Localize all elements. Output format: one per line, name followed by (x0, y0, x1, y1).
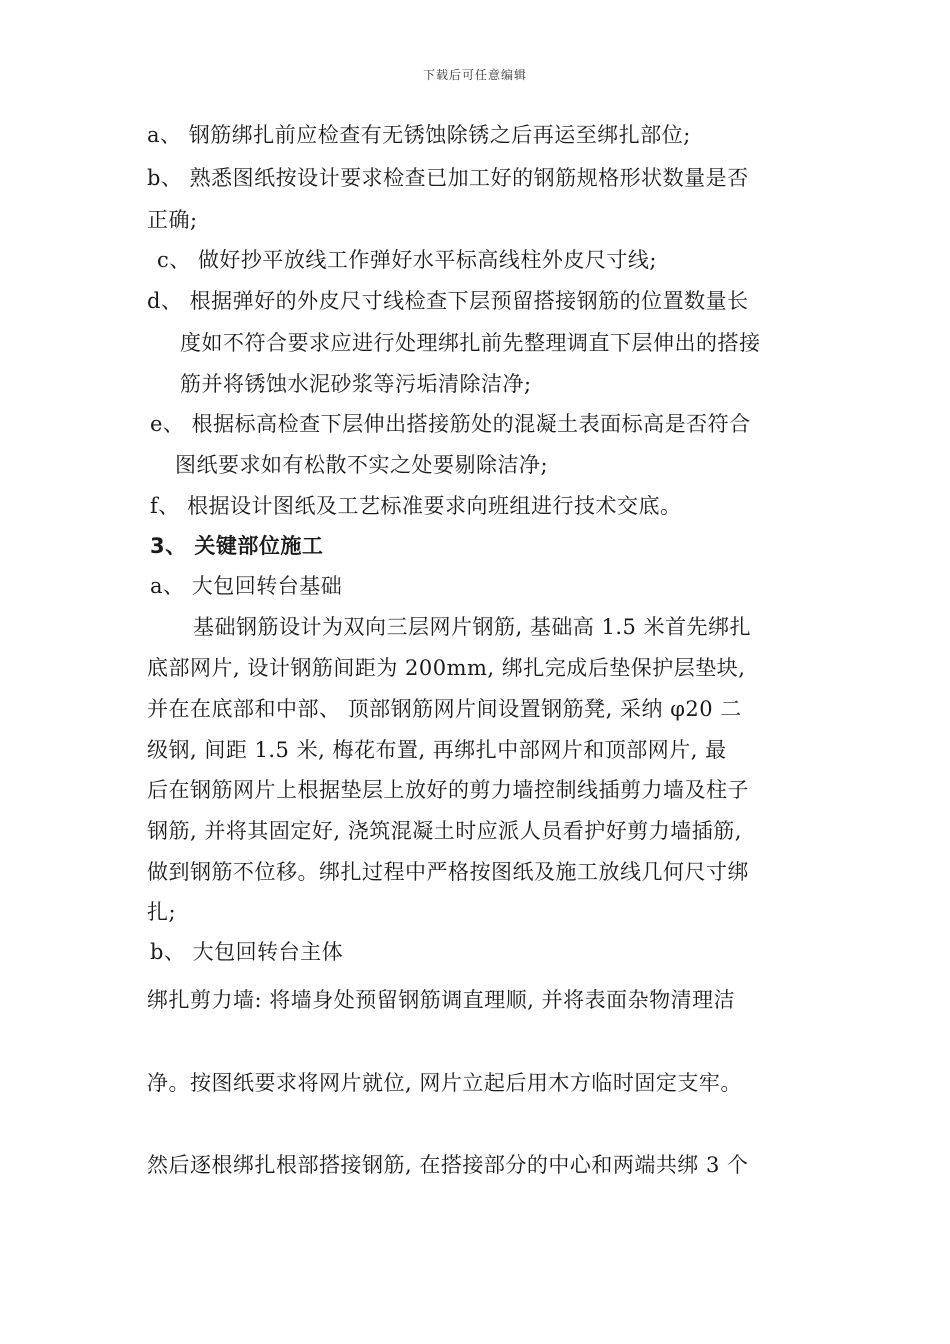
text-line: 后在钢筋网片上根据垫层上放好的剪力墙控制线插剪力墙及柱子 (147, 778, 749, 802)
text-line: a、 钢筋绑扎前应检查有无锈蚀除锈之后再运至绑扎部位; (147, 123, 691, 147)
text-line: 底部网片, 设计钢筋间距为 200mm, 绑扎完成后垫保护层垫块, (147, 656, 746, 680)
text-line: b、 大包回转台主体 (150, 940, 344, 964)
section-heading: 3、 关键部位施工 (150, 534, 324, 558)
text-line: 正确; (147, 208, 198, 232)
page-header: 下载后可任意编辑 (422, 68, 527, 82)
text-line: c、 做好抄平放线工作弹好水平标高线柱外皮尺寸线; (157, 248, 658, 272)
text-line: 做到钢筋不位移。绑扎过程中严格按图纸及施工放线几何尺寸绑 (147, 860, 749, 884)
text-line: 扎; (147, 900, 177, 924)
text-line: 并在在底部和中部、 顶部钢筋网片间设置钢筋凳, 采纳 φ20 二 (147, 697, 742, 721)
text-line: 级钢, 间距 1.5 米, 梅花布置, 再绑扎中部网片和顶部网片, 最 (147, 738, 727, 762)
text-line: f、 根据设计图纸及工艺标准要求向班组进行技术交底。 (150, 494, 682, 518)
text-line: b、 熟悉图纸按设计要求检查已加工好的钢筋规格形状数量是否 (147, 166, 749, 190)
text-line: 度如不符合要求应进行处理绑扎前先整理调直下层伸出的搭接 (180, 331, 761, 355)
text-line: 筋并将锈蚀水泥砂浆等污垢清除洁净; (180, 372, 532, 396)
text-line: 钢筋, 并将其固定好, 浇筑混凝土时应派人员看护好剪力墙插筋, (147, 819, 742, 843)
text-line: 然后逐根绑扎根部搭接钢筋, 在搭接部分的中心和两端共绑 3 个 (147, 1153, 749, 1177)
text-line: 净。按图纸要求将网片就位, 网片立起后用木方临时固定支牢。 (147, 1071, 742, 1095)
text-line: 绑扎剪力墙: 将墙身处预留钢筋调直理顺, 并将表面杂物清理洁 (147, 988, 736, 1012)
text-line: 图纸要求如有松散不实之处要剔除洁净; (175, 453, 549, 477)
text-line: 基础钢筋设计为双向三层网片钢筋, 基础高 1.5 米首先绑扎 (193, 615, 752, 639)
text-line: e、 根据标高检查下层伸出搭接筋处的混凝土表面标高是否符合 (150, 412, 751, 436)
text-line: a、 大包回转台基础 (150, 574, 343, 598)
text-line: d、 根据弹好的外皮尺寸线检查下层预留搭接钢筋的位置数量长 (147, 289, 749, 313)
